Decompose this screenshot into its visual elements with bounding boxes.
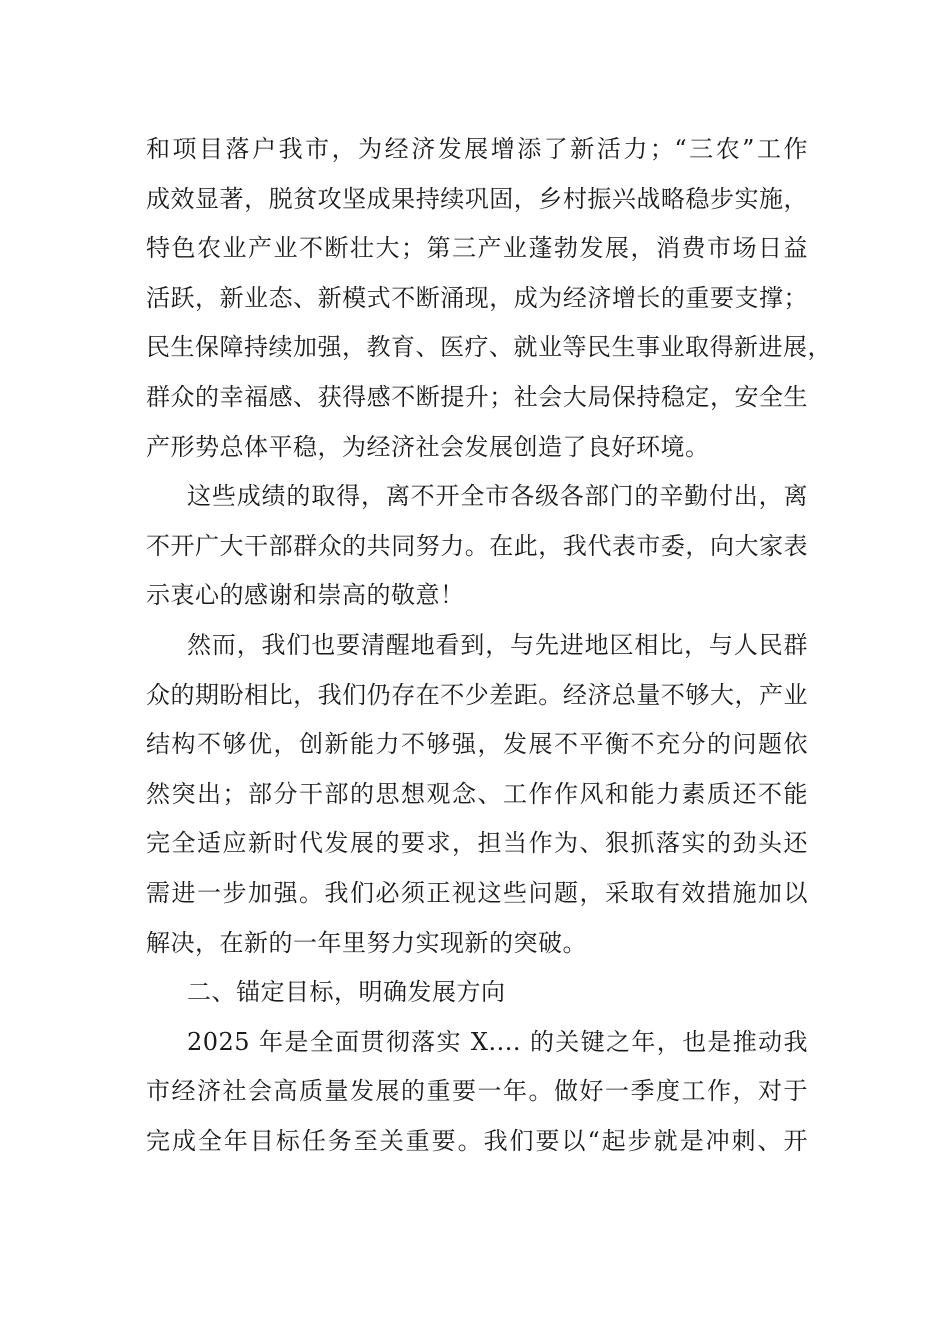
text-line: 市经济社会高质量发展的重要一年。做好一季度工作，对于 — [146, 1077, 808, 1106]
section-heading: 二、锚定目标，明确发展方向 — [187, 978, 506, 1007]
text-line: 解决，在新的一年里努力实现新的突破。 — [146, 928, 587, 957]
text-line: 需进一步加强。我们必须正视这些问题，采取有效措施加以 — [146, 878, 808, 907]
paragraph-first-line: 然而，我们也要清醒地看到，与先进地区相比，与人民群 — [187, 630, 808, 659]
text-line: 不开广大干部群众的共同努力。在此，我代表市委，向大家表 — [146, 531, 808, 560]
text-line: 和项目落户我市，为经济发展增添了新活力；“三农”工作 — [146, 135, 808, 163]
text-line: 众的期盼相比，我们仍存在不少差距。经济总量不够大，产业 — [146, 680, 808, 709]
text-line: 完成全年目标任务至关重要。我们要以“起步就是冲刺、开 — [146, 1126, 808, 1155]
paragraph-first-line: 2025 年是全面贯彻落实 X.... 的关键之年，也是推动我 — [187, 1027, 808, 1056]
text-line: 活跃，新业态、新模式不断涌现，成为经济增长的重要支撑； — [146, 283, 808, 312]
text-line: 民生保障持续加强，教育、医疗、就业等民生事业取得新进展， — [146, 333, 832, 362]
text-line: 然突出；部分干部的思想观念、工作作风和能力素质还不能 — [146, 779, 808, 808]
text-line: 群众的幸福感、获得感不断提升；社会大局保持稳定，安全生 — [146, 382, 808, 411]
paragraph-first-line: 这些成绩的取得，离不开全市各级各部门的辛勤付出，离 — [187, 482, 808, 511]
text-line: 示衷心的感谢和崇高的敬意！ — [146, 581, 465, 610]
body-text — [146, 125, 832, 1166]
text-line: 产形势总体平稳，为经济社会发展创造了良好环境。 — [146, 432, 710, 461]
text-line: 结构不够优，创新能力不够强，发展不平衡不充分的问题依 — [146, 730, 808, 759]
text-line: 完全适应新时代发展的要求，担当作为、狠抓落实的劲头还 — [146, 829, 808, 858]
text-line: 成效显著，脱贫攻坚成果持续巩固，乡村振兴战略稳步实施， — [146, 184, 808, 213]
text-line: 特色农业产业不断壮大；第三产业蓬勃发展，消费市场日益 — [146, 234, 808, 263]
